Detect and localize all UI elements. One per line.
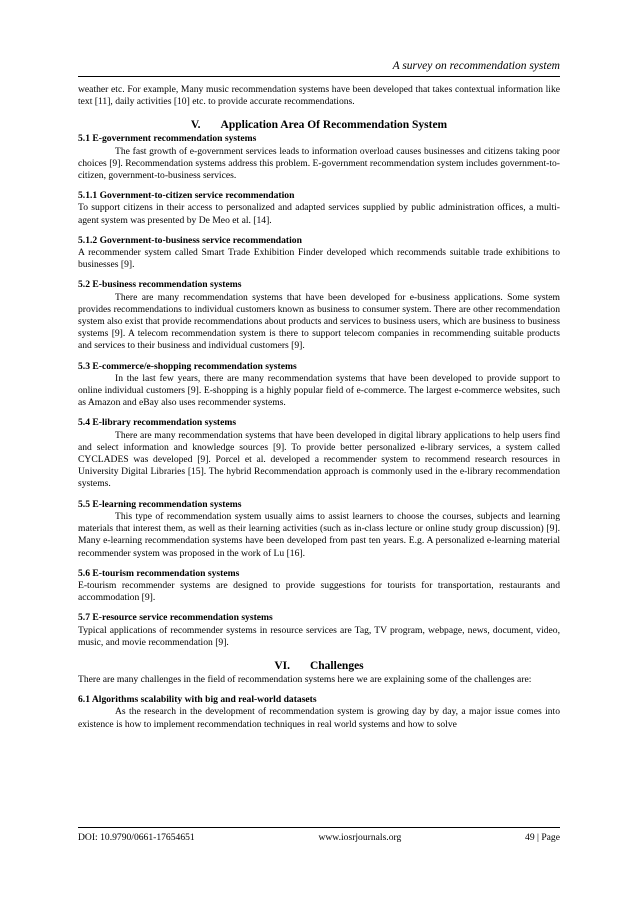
subsection-6-1-title: 6.1 Algorithms scalability with big and real-world datasets bbox=[78, 694, 317, 706]
running-head: A survey on recommendation system bbox=[392, 60, 560, 72]
subsection-6-1-text: As the research in the development of recommendation system is growing day by day, a major issue comes into existence is how to implement recommendation techniques in real world systems and how to solve bbox=[78, 706, 560, 730]
section-6-number: VI. bbox=[274, 659, 290, 672]
subsection-5-7-text: Typical applications of recommender systems in resource services are Tag, TV program, webpage, news, document, video, music, and movie recommendation [9]. bbox=[78, 624, 560, 648]
subsection-5-3-text: In the last few years, there are many recommendation systems that have been developed to provide support to online individual customers [9]. E-shopping is a highly popular field of e-commerce. The largest e-commerce websites, such as Amazon and eBay also uses recommender systems. bbox=[78, 372, 560, 409]
section-6-title: Challenges bbox=[309, 659, 364, 672]
subsection-5-1-1-text: To support citizens in their access to personalized and adapted services supplied by public administration offices, a multi-agent system was presented by De Meo et al. [14]. bbox=[78, 202, 560, 226]
section-6-heading bbox=[78, 659, 560, 673]
footer-website: www.iosrjournals.org bbox=[318, 832, 402, 843]
subsection-5-1-2-title: 5.1.2 Government-to-business service recommendation bbox=[78, 234, 302, 246]
section-5-title: Application Area Of Recommendation System bbox=[220, 119, 448, 132]
page-body bbox=[78, 84, 560, 731]
subsection-5-7-title: 5.7 E-resource service recommendation systems bbox=[78, 612, 273, 624]
page-footer bbox=[78, 832, 560, 844]
subsection-5-2-text: There are many recommendation systems that have been developed for e-business applications. Some system provides recommendations to individual customers known as business to consumer system. There are other recommendation system also exist that provide recommendations about products and services to business users, which are business to business systems [9]. A telecom recommendation system is there to support telecom companies in recommending suitable products and services to their business and individual customers [9]. bbox=[78, 291, 560, 352]
subsection-5-4-text: There are many recommendation systems that have been developed in digital library applications to help users find and select information and knowledge sources [9]. To provide better personalized e-library services, a system called CYCLADES was developed [9]. Porcel et al. developed a recommender system to recommend research resources in University Digital Libraries [15]. The hybrid Recommendation approach is commonly used in the e-library recommendation systems. bbox=[78, 429, 560, 490]
footer-doi: DOI: 10.9790/0661-17654651 bbox=[78, 832, 195, 843]
subsection-5-1-2-text: A recommender system called Smart Trade Exhibition Finder developed which recommends suitable trade exhibitions to businesses [9]. bbox=[78, 247, 560, 271]
subsection-5-3-title: 5.3 E-commerce/e-shopping recommendation systems bbox=[78, 360, 297, 372]
intro-paragraph: weather etc. For example, Many music recommendation systems have been developed that takes contextual information like text [11], daily activities [10] etc. to provide accurate recommendations. bbox=[78, 84, 560, 108]
section-6-intro: There are many challenges in the field of recommendation systems here we are explaining some of the challenges are: bbox=[78, 673, 532, 685]
section-5-heading bbox=[78, 118, 560, 132]
footer-rule bbox=[78, 827, 560, 828]
subsection-5-5-title: 5.5 E-learning recommendation systems bbox=[78, 498, 242, 510]
subsection-5-4-title: 5.4 E-library recommendation systems bbox=[78, 417, 237, 429]
subsection-5-6-text: E-tourism recommender systems are designed to provide suggestions for tourists for transportation, restaurants and accommodation [9]. bbox=[78, 579, 560, 604]
footer-page-number: 49 | Page bbox=[525, 832, 560, 843]
section-5-number: V. bbox=[190, 119, 201, 132]
subsection-5-5-text: This type of recommendation system usually aims to assist learners to choose the courses, subjects and learning materials that interest them, as well as their learning activities (such as in-class lecture or online study group discussion) [9]. Many e-learning recommendation systems have been developed from past ten years. E.g. A personalized e-learning material recommender system was proposed in the work of Lu [16]. bbox=[78, 510, 560, 559]
header-rule bbox=[78, 76, 560, 77]
subsection-5-1-1-title: 5.1.1 Government-to-citizen service recommendation bbox=[78, 190, 295, 202]
subsection-5-2-title: 5.2 E-business recommendation systems bbox=[78, 279, 242, 291]
subsection-5-6-title: 5.6 E-tourism recommendation systems bbox=[78, 567, 240, 579]
subsection-5-1-text: The fast growth of e-government services leads to information overload causes businesses and citizens taking poor choices [9]. Recommendation systems address this problem. E-government recommendation system includes government-to-citizen, government-to-business services. bbox=[78, 145, 560, 182]
subsection-5-1-title: 5.1 E-government recommendation systems bbox=[78, 133, 257, 145]
